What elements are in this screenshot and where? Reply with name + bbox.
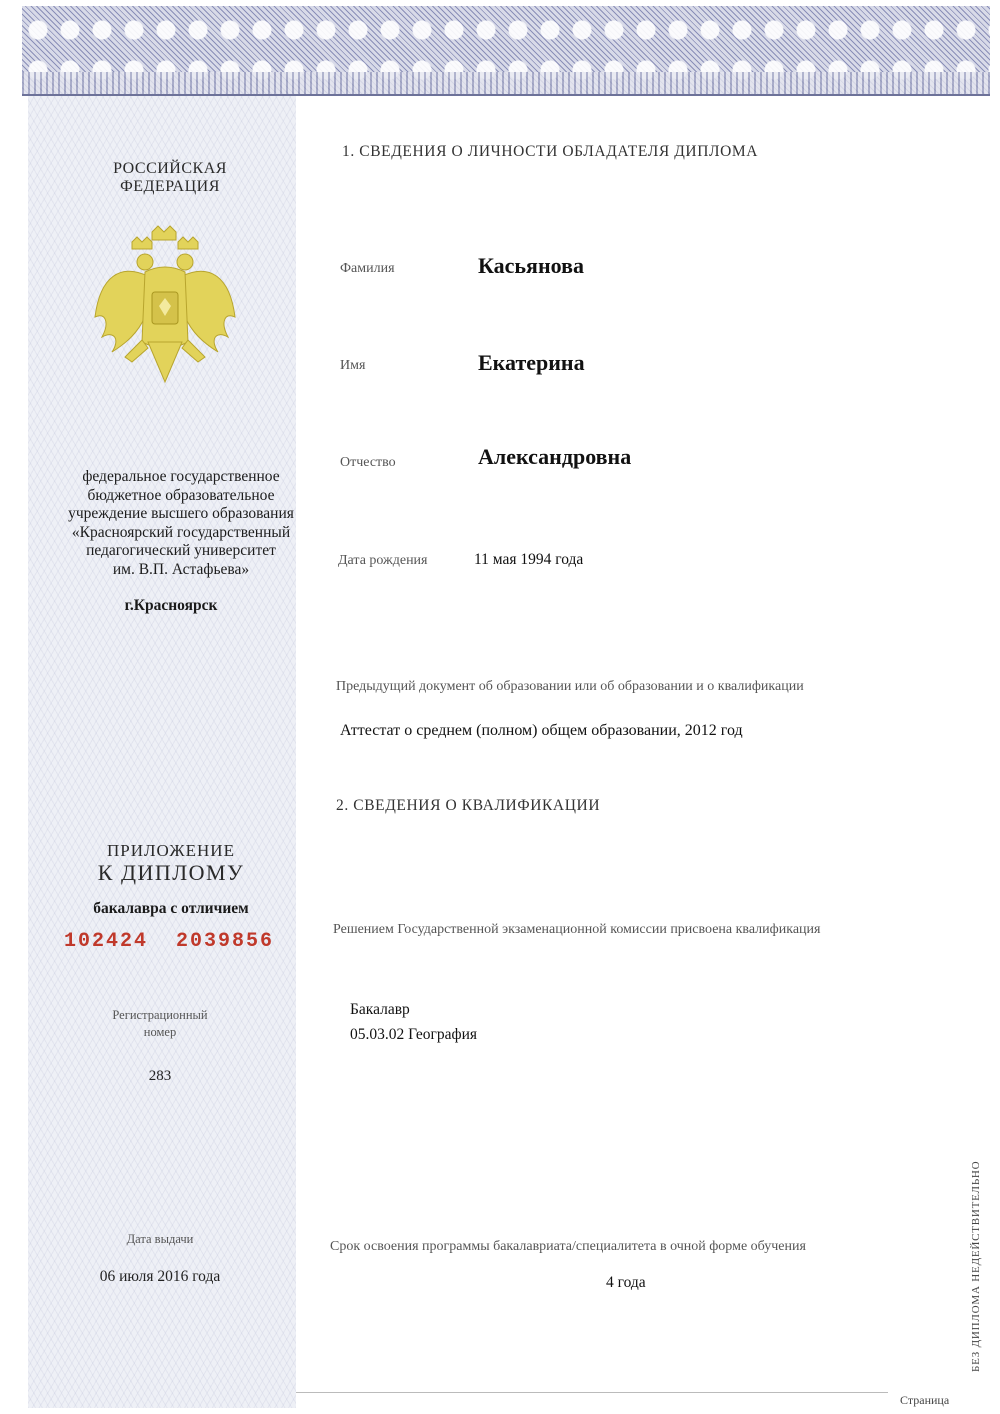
page-label: Страница [900, 1393, 950, 1407]
dob-value: 11 мая 1994 года [474, 551, 584, 568]
serial-number [44, 930, 294, 953]
org-line: учреждение высшего образования [68, 505, 294, 522]
surname-value: Касьянова [478, 253, 584, 278]
registration-number: 283 [148, 1068, 172, 1084]
country-line-1: РОССИЙСКАЯ [113, 160, 227, 177]
patronymic-label: Отчество [340, 455, 396, 470]
coat-of-arms-icon [90, 222, 240, 387]
patronymic-value: Александровна [478, 444, 632, 469]
country-line-2: ФЕДЕРАЦИЯ [120, 178, 220, 195]
issue-date: 06 июля 2016 года [99, 1268, 221, 1285]
registration-label [80, 1007, 240, 1041]
qualification-label: Решением Государственной экзаменационной комиссии присвоена квалификация [333, 922, 821, 937]
registration-label-line2: номер [143, 1025, 177, 1039]
validity-note [968, 1112, 990, 1372]
serial-part-1: 102424 [63, 930, 148, 953]
name-label: Имя [340, 358, 366, 373]
guilloche-border [22, 6, 990, 96]
issue-date-label: Дата выдачи [126, 1232, 194, 1246]
appendix-title-line2: К ДИПЛОМУ [97, 860, 245, 885]
serial-part-2: 2039856 [176, 930, 275, 953]
footer-divider [296, 1392, 888, 1393]
org-line: им. В.П. Астафьева» [112, 560, 250, 578]
section1-heading: 1. СВЕДЕНИЯ О ЛИЧНОСТИ ОБЛАДАТЕЛЯ ДИПЛОМА [342, 143, 759, 160]
surname-label: Фамилия [340, 261, 395, 276]
validity-note-text: БЕЗ ДИПЛОМА НЕДЕЙСТВИТЕЛЬНО [970, 1160, 982, 1372]
previous-document-value: Аттестат о среднем (полном) общем образовании, 2012 год [340, 722, 743, 739]
org-line: федеральное государственное [82, 468, 280, 485]
appendix-title-line1: ПРИЛОЖЕНИЕ [107, 841, 235, 860]
qualification-degree: Бакалавр [350, 1001, 410, 1018]
org-line: бюджетное образовательное [87, 486, 275, 504]
registration-label-line1: Регистрационный [112, 1008, 208, 1022]
organization-name [40, 468, 322, 579]
study-term-label: Срок освоения программы бакалавриата/специалитета в очной форме обучения [330, 1239, 806, 1254]
org-line: «Красноярский государственный [71, 523, 291, 541]
section2-heading: 2. СВЕДЕНИЯ О КВАЛИФИКАЦИИ [336, 797, 601, 814]
city: г.Красноярск [124, 597, 218, 614]
country-name [60, 160, 280, 196]
dob-label: Дата рождения [338, 553, 428, 568]
name-value: Екатерина [478, 350, 585, 375]
study-term-value: 4 года [606, 1274, 646, 1291]
qualification-specialty: 05.03.02 География [350, 1026, 477, 1043]
org-line: педагогический университет [86, 542, 276, 559]
degree-type: бакалавра с отличием [93, 900, 249, 917]
previous-document-label: Предыдущий документ об образовании или об образовании и о квалификации [336, 679, 804, 694]
